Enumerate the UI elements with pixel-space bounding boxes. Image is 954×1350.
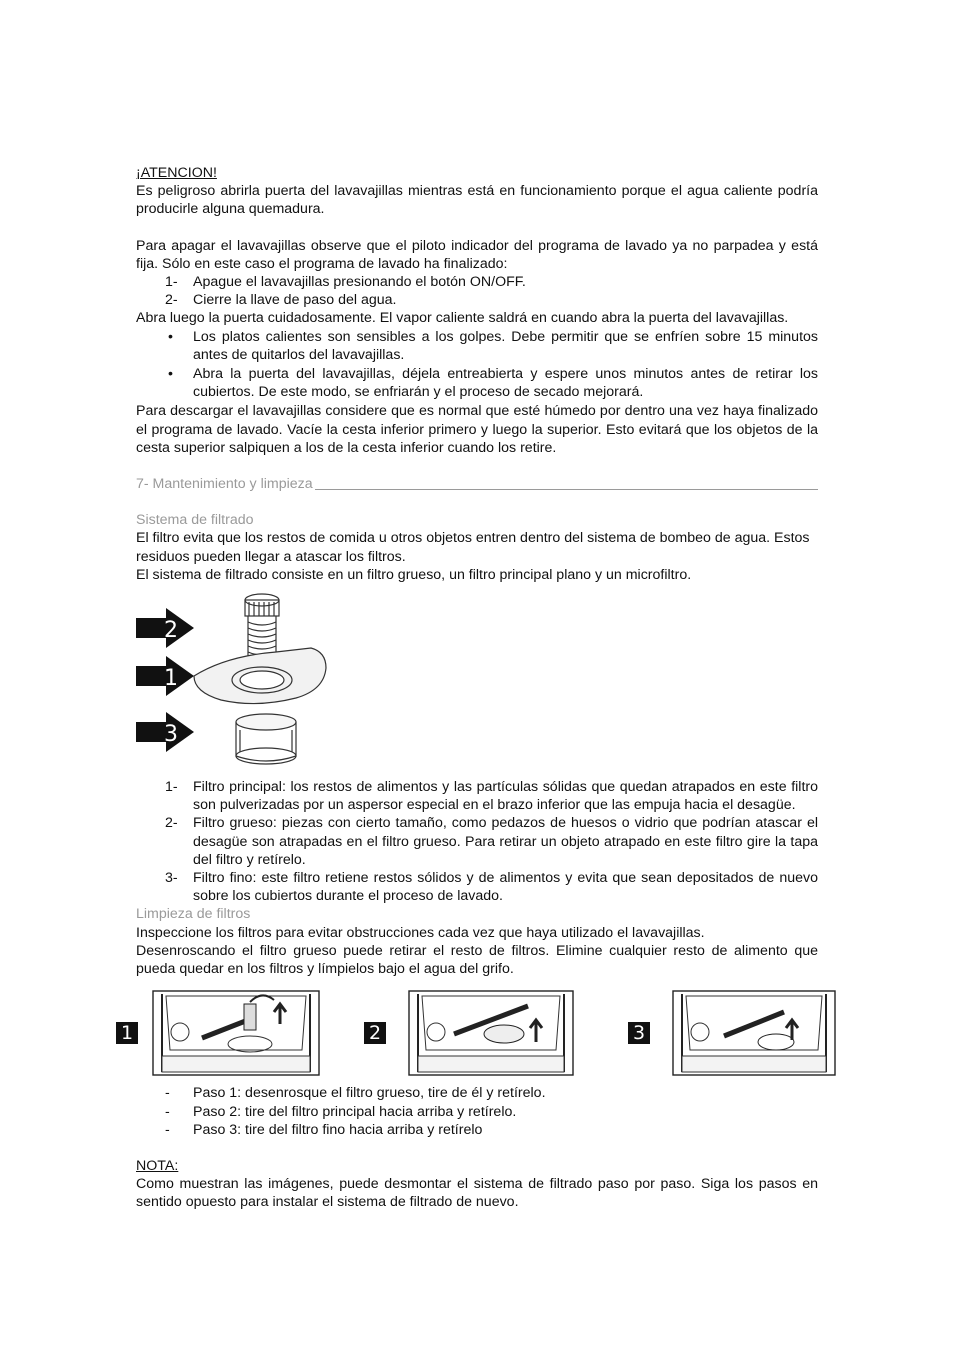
list-item: 1- Apague el lavavajillas presionando el botón ON/OFF.: [165, 274, 526, 291]
list-item: - Paso 1: desenrosque el filtro grueso, tire de él y retírelo.: [165, 1085, 546, 1102]
filtrado-title: Sistema de filtrado: [136, 512, 254, 529]
list-item: 2- Cierre la llave de paso del agua.: [165, 292, 397, 309]
cleaning-steps-figure: [120, 990, 836, 1080]
step-1-image: [152, 990, 320, 1076]
apagar-after: Abra luego la puerta cuidadosamente. El vapor caliente saldrá en cuando abra la puerta del lavavajillas.: [136, 310, 789, 327]
nota-text: Como muestran las imágenes, puede desmontar el sistema de filtrado paso por paso. Siga los pasos en sentido opuesto para instalar el sistema de filtrado de nuevo.: [136, 1176, 818, 1211]
list-item: - Paso 3: tire del filtro fino hacia arriba y retírelo: [165, 1121, 483, 1138]
descargar-text: Para descargar el lavavajillas considere que es normal que esté húmedo por dentro una vez haya finalizado el programa de lavado. Vacíe la cesta inferior primero y luego la superior. Esto evitará que los objetos de la cesta superior salpiquen a los de la cesta inferior cuando los retire.: [136, 403, 818, 456]
filters-list: [136, 778, 818, 905]
step-3-image: [672, 990, 836, 1076]
figure-label-3: 3: [164, 722, 178, 748]
step-2-image: [408, 990, 574, 1076]
limpieza-title: Limpieza de filtros: [136, 906, 251, 923]
list-item: • Abra la puerta del lavavajillas, déjela entreabierta y espere unos minutos antes de retirar los cubiertos. De este modo, se enfriarán y el proceso de secado mejorará.: [168, 366, 818, 401]
apagar-bullets: [136, 328, 818, 402]
micro-filter-drawing: [236, 714, 296, 764]
atencion-text: Es peligroso abrirla puerta del lavavajillas mientras está en funcionamiento porque el agua caliente podría producirle alguna quemadura.: [136, 183, 818, 218]
list-item: - Paso 2: tire del filtro principal hacia arriba y retírelo.: [165, 1103, 517, 1120]
apagar-intro: Para apagar el lavavajillas observe que el piloto indicador del programa de lavado ya no parpadea y está fija. Sólo en este caso el programa de lavado ha finalizado:: [136, 237, 818, 272]
apagar-steps: [136, 273, 818, 309]
step-badge-3: 3: [628, 1022, 650, 1044]
figure-label-1: 1: [164, 666, 178, 692]
list-item: 3- Filtro fino: este filtro retiene restos sólidos y de alimentos y evita que sean depositados de nuevo sobre los cubiertos durante el proceso de lavado.: [165, 870, 818, 905]
step-badge-1: 1: [116, 1022, 138, 1044]
filtrado-text-2: El sistema de filtrado consiste en un filtro grueso, un filtro principal plano y un microfiltro.: [136, 566, 692, 583]
list-item: 1- Filtro principal: los restos de alimentos y las partículas sólidas que quedan atrapados en este filtro son pulverizadas por un aspersor especial en el brazo inferior que las empuja hacia el desagüe.: [165, 779, 818, 814]
figure-label-2: 2: [164, 618, 178, 644]
step-badge-2: 2: [364, 1022, 386, 1044]
section-heading: 7- Mantenimiento y limpieza: [136, 475, 818, 493]
pasos-list: [136, 1084, 818, 1139]
main-filter-drawing: [194, 648, 326, 704]
filtrado-text: El filtro evita que los restos de comida u otros objetos entren dentro del sistema de bombeo de agua. Estos residuos pueden llegar a atascar los filtros.: [136, 530, 810, 565]
atencion-title: ¡ATENCION!: [136, 165, 217, 181]
list-item: 2- Filtro grueso: piezas con cierto tamaño, como pedazos de huesos o vidrio que podrían atascar el desagüe son atrapadas en el filtro grueso. Para retirar un objeto atrapado en este filtro gire la tapa del filtro y retírelo.: [165, 815, 818, 868]
limpieza-text: Inspeccione los filtros para evitar obstrucciones cada vez que haya utilizado el lavavajillas.: [136, 924, 705, 941]
filter-illustration: [136, 590, 818, 770]
limpieza-text-2: Desenroscando el filtro grueso puede retirar el resto de filtros. Elimine cualquier resto de alimento que pueda quedar en los filtros y límpielos bajo el agua del grifo.: [136, 942, 818, 978]
filter-diagram: [136, 590, 818, 770]
nota-title: NOTA:: [136, 1157, 179, 1174]
list-item: • Los platos calientes son sensibles a los golpes. Debe permitir que se enfríen sobre 15 minutos antes de quitarlos del lavavajillas.: [168, 328, 818, 363]
manual-page: [120, 164, 818, 1212]
